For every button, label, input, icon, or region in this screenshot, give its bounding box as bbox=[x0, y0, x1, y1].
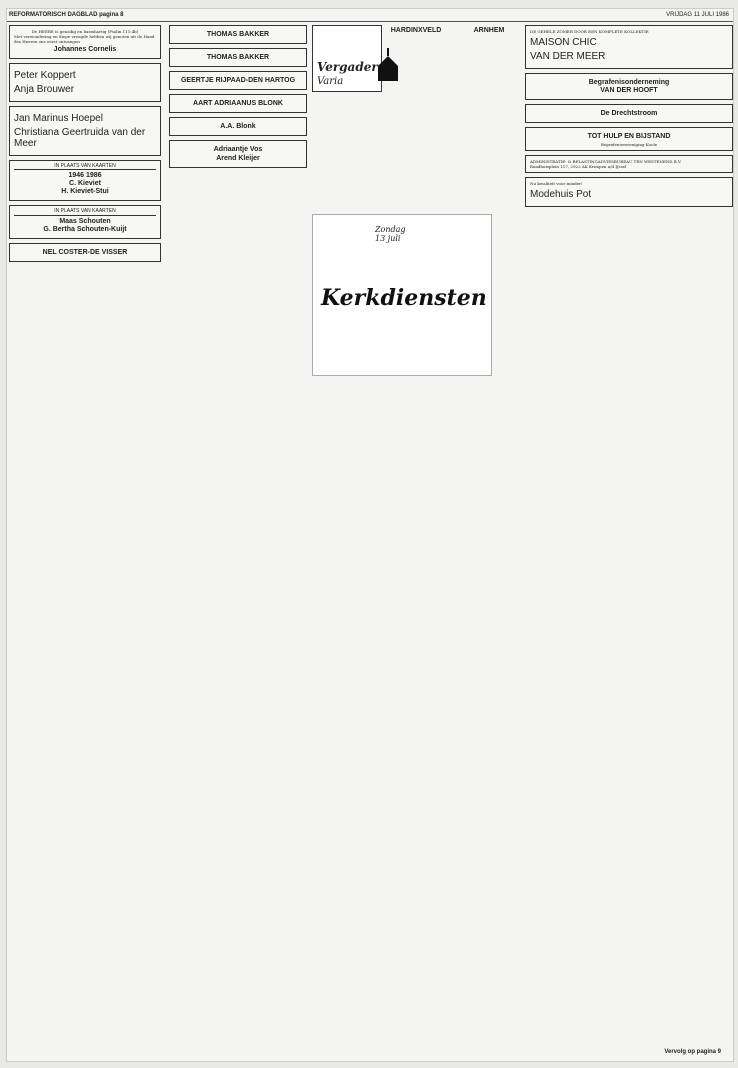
ad-brand: MAISON CHIC bbox=[530, 37, 597, 48]
birth-text: Met verwondering en diepe vreugde hebben wij genoten uit de Hand des Heeren ons eerst ontvangen bbox=[14, 34, 155, 44]
death-notice-2 bbox=[169, 48, 307, 67]
groom-name: Peter Koppert bbox=[14, 70, 76, 82]
death-notice-1 bbox=[169, 25, 307, 44]
birth-announcement bbox=[9, 25, 161, 59]
begrafenis-ad bbox=[525, 73, 733, 100]
death-announcement bbox=[9, 243, 161, 262]
koole-ad bbox=[525, 127, 733, 151]
column-2 bbox=[169, 25, 307, 1055]
kerkdiensten-title: Kerkdiensten bbox=[321, 285, 487, 311]
deceased-name: NEL COSTER-DE VISSER bbox=[42, 248, 128, 256]
birth-name: Johannes Cornelis bbox=[53, 46, 117, 53]
ad-tagline: DE GEHELE ZOMER DOOR EEN KOMPLETE KOLLEKTIE bbox=[530, 29, 649, 34]
couple-name-3: Maas Schouten bbox=[59, 217, 111, 225]
deceased-name: THOMAS BAKKER bbox=[206, 31, 270, 38]
section-header: IN PLAATS VAN KAARTEN bbox=[14, 164, 156, 170]
anniversary-announcement bbox=[9, 160, 161, 201]
maison-chic-ad bbox=[525, 25, 733, 69]
newspaper-page bbox=[6, 8, 734, 1062]
death-notice-3 bbox=[169, 71, 307, 90]
couple-name-1: C. Kieviet bbox=[69, 180, 101, 188]
sunday-date: 13 juli bbox=[375, 234, 401, 243]
deceased-name: AART ADRIAANUS BLONK bbox=[193, 100, 283, 108]
ad-title: ADMINISTRATIE- & BELASTINGADVIESBUREAU TEN WESTENEND B.V. bbox=[530, 159, 682, 165]
place-name: ARNHEM bbox=[473, 27, 505, 34]
deceased-name: Adriaantje Vos bbox=[213, 146, 263, 154]
varia-title: Varia bbox=[317, 76, 344, 87]
marriage-announcement-1 bbox=[9, 63, 161, 102]
sunday-word: Zondag bbox=[375, 225, 406, 234]
church-listing-column bbox=[382, 25, 450, 230]
section-header: IN PLAATS VAN KAARTEN bbox=[14, 209, 156, 215]
paper-title: REFORMATORISCH DAGBLAD pagina 8 bbox=[9, 12, 124, 18]
couple-name-4: G. Bertha Schouten-Kuijt bbox=[43, 225, 127, 233]
drechtstroom-ad bbox=[525, 104, 733, 123]
bride-name: Anja Brouwer bbox=[14, 84, 75, 96]
continued-on: Vervolg op pagina 9 bbox=[664, 1049, 721, 1055]
deceased-name: GEERTJE RIJPAAD-DEN HARTOG bbox=[180, 77, 296, 85]
bible-verse: De HEERE is genadig en barmhartig (Psalm 111:4b) bbox=[31, 29, 139, 34]
bride-name: Christiana Geertruida van der Meer bbox=[14, 127, 146, 150]
vergader-varia-logo bbox=[312, 25, 382, 92]
modehuis-pot-ad bbox=[525, 177, 733, 207]
paper-date: VRIJDAG 11 JULI 1986 bbox=[666, 12, 729, 18]
place-name: HARDINXVELD bbox=[390, 27, 442, 34]
column-1 bbox=[9, 25, 161, 1055]
church-listing-column bbox=[454, 25, 524, 230]
thanks-announcement bbox=[9, 205, 161, 238]
administratie-ad bbox=[525, 155, 733, 173]
death-notice-4 bbox=[169, 94, 307, 113]
ad-company: De Drechtstroom bbox=[600, 110, 658, 118]
ad-tagline: Nu kwaliteit voor minder! bbox=[530, 181, 583, 187]
couple-name-2: H. Kieviet-Stui bbox=[61, 188, 109, 196]
years: 1946 1986 bbox=[68, 172, 102, 180]
death-notice-6 bbox=[169, 140, 307, 167]
vergader-title: Vergader bbox=[317, 60, 378, 74]
deceased-name: A.A. Blonk bbox=[220, 123, 256, 131]
ad-title: Begrafenisonderneming bbox=[588, 79, 670, 86]
page-header bbox=[7, 9, 733, 22]
kerkdiensten-section bbox=[312, 214, 733, 556]
ad-brand-2: VAN DER MEER bbox=[530, 51, 606, 62]
ad-brand: Modehuis Pot bbox=[530, 189, 592, 201]
ad-subtitle: Begrafenisvereniging Koole bbox=[600, 142, 658, 148]
kerkdiensten-header bbox=[312, 214, 492, 376]
deceased-name: THOMAS BAKKER bbox=[206, 54, 270, 62]
ad-title: TOT HULP EN BIJSTAND bbox=[587, 133, 671, 141]
death-notice-5 bbox=[169, 117, 307, 136]
deceased-name: Arend Kleijer bbox=[216, 154, 260, 162]
ad-address: Raadhuisplein 117, 2922 AK Krimpen a/d IJssel bbox=[530, 164, 627, 170]
marriage-announcement-2 bbox=[9, 106, 161, 156]
sunday-label bbox=[375, 225, 406, 243]
ad-company: VAN DER HOOFT bbox=[600, 87, 658, 95]
groom-name: Jan Marinus Hoepel bbox=[14, 113, 103, 125]
